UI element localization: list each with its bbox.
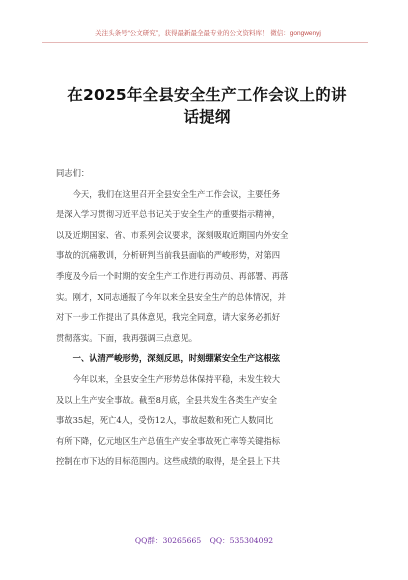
paragraph-line: 对下一步工作提出了具体意见，我完全同意，请大家务必抓好 [56, 312, 281, 323]
paragraph-line: 今年以来，全县安全生产形势总体保持平稳，未发生较大 [72, 373, 281, 384]
paragraph-line: 事故35起，死亡4人，受伤12人，事故起数和死亡人数同比 [56, 415, 274, 426]
footer-contact [0, 535, 408, 546]
paragraph-line: 贯彻落实。下面，我再强调三点意见。 [56, 332, 198, 343]
title-line-1: 在2025年全县安全生产工作会议上的讲 [67, 86, 347, 104]
paragraph-line: 事故的沉痛教训，分析研判当前我县面临的严峻形势，对第四 [56, 250, 281, 261]
header-divider [42, 42, 368, 43]
section-heading-1: 一、认清严峻形势，深刻反思，时刻绷紧安全生产这根弦 [72, 353, 281, 364]
document-body [56, 163, 360, 472]
footer-qq-group: QQ群：30265665 [134, 536, 202, 545]
paragraph-line: 实。刚才，X同志通报了今年以来全县安全生产的总体情况，并 [56, 291, 286, 302]
paragraph-line: 以及近期国家、省、市系列会议要求，深刻吸取近期国内外安全 [56, 229, 289, 240]
paragraph-line: 控制在市下达的目标范围内。这些成绩的取得，是全县上下共 [56, 456, 281, 467]
header-banner: 关注头条号“公文研究”，获得最新最全最专业的公文资料库！ 微信：gongwenyj [95, 30, 321, 37]
paragraph-line: 是深入学习贯彻习近平总书记关于安全生产的重要指示精神， [56, 209, 281, 220]
paragraph-line: 今天，我们在这里召开全县安全生产工作会议，主要任务 [72, 188, 281, 199]
paragraph-situation [56, 369, 360, 472]
greeting: 同志们： [56, 168, 90, 178]
paragraph-intro [56, 184, 360, 349]
title-line-2: 话提纲 [183, 108, 231, 126]
paragraph-line: 季度及今后一个时期的安全生产工作进行再动员、再部署、再落 [56, 270, 289, 281]
paragraph-line: 有所下降，亿元地区生产总值生产安全事故死亡率等关键指标 [56, 435, 281, 446]
paragraph-line: 及以上生产安全事故。截至8月底，全县共发生各类生产安全 [56, 394, 277, 405]
footer-qq: QQ：535304092 [209, 536, 274, 545]
document-title [50, 84, 364, 128]
